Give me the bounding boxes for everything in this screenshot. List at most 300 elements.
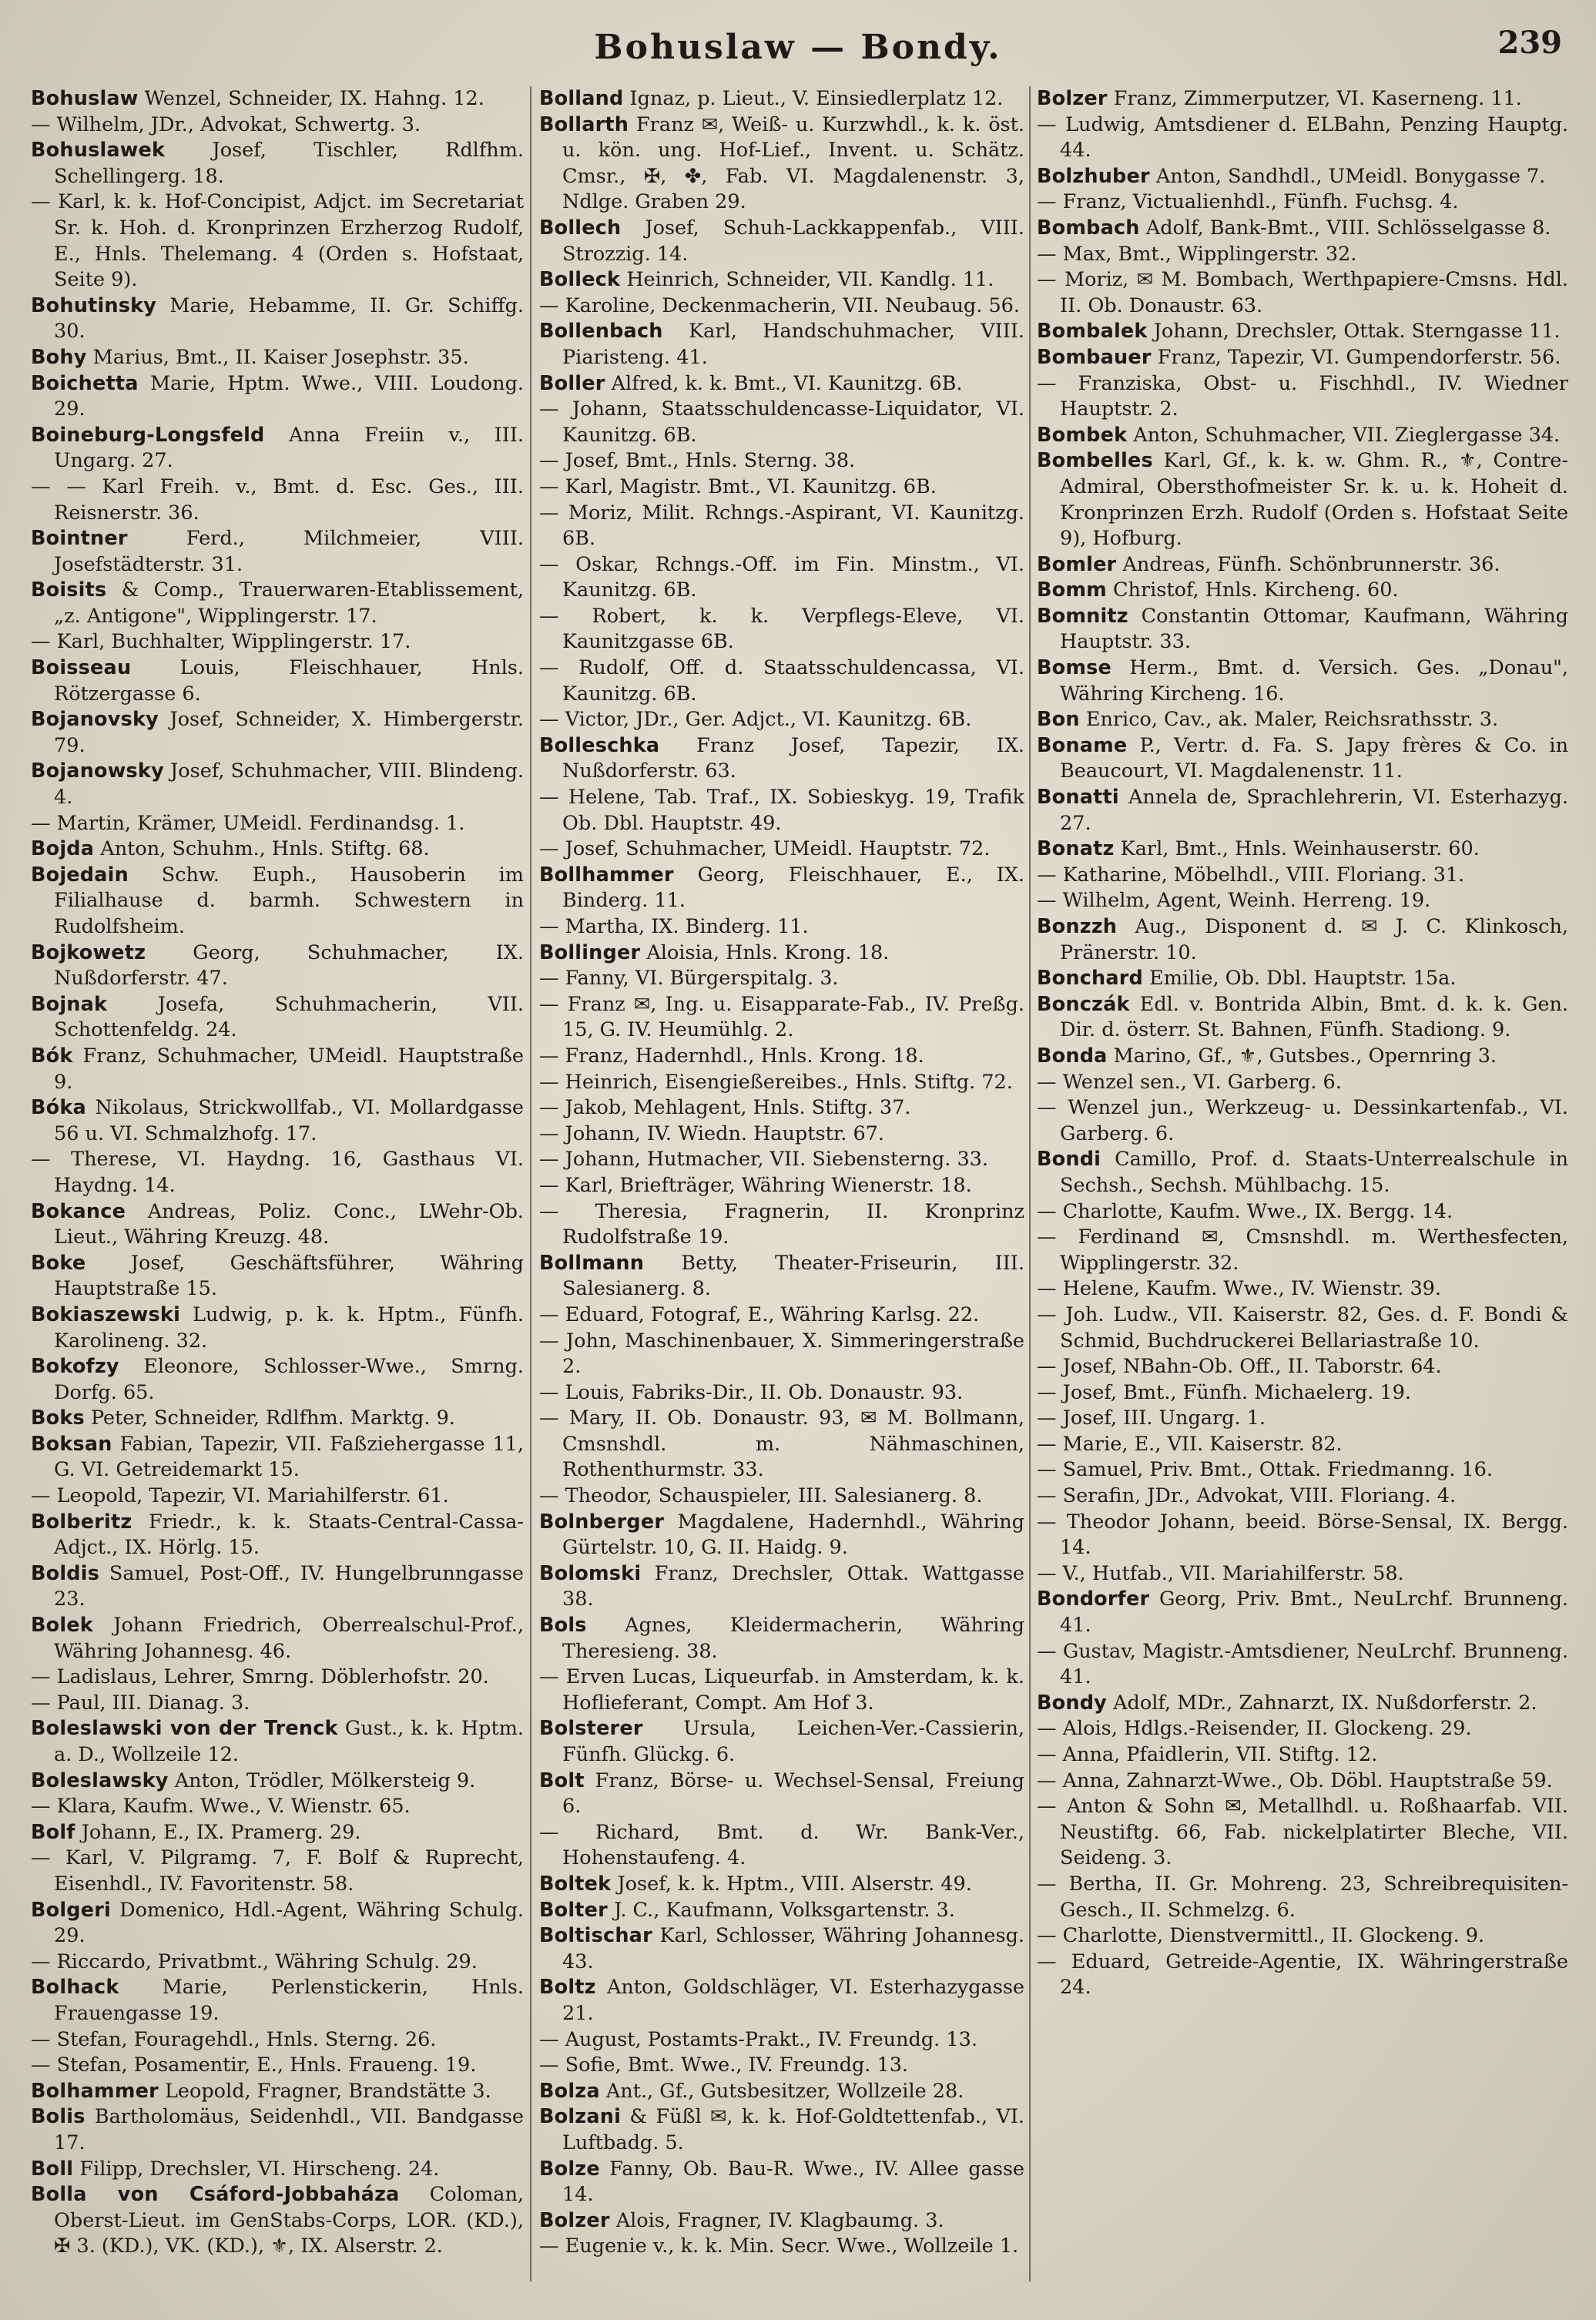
directory-entry xyxy=(539,1095,1024,1121)
entry-details: — Max, Bmt., Wipplingerstr. 32. xyxy=(1037,242,1357,266)
entry-details: — Franz, Victualienhdl., Fünfh. Fuchsg. 4. xyxy=(1037,190,1459,214)
entry-details: Josef, Schuh-Lackkappenfab., VIII. Strozzig. 14. xyxy=(562,216,1024,266)
directory-entry xyxy=(539,1872,1024,1898)
directory-entry xyxy=(1037,785,1568,836)
directory-entry xyxy=(539,1898,1024,1924)
entry-details: Ferd., Milchmeier, VIII. Josefstädterstr. 31. xyxy=(54,527,524,576)
entry-surname: Bolzhuber xyxy=(1037,164,1150,188)
entry-surname: Bolleschka xyxy=(539,733,660,757)
entry-details: — Jakob, Mehlagent, Hnls. Stiftg. 37. xyxy=(539,1096,911,1120)
entry-details: — Katharine, Möbelhdl., VIII. Floriang. 31. xyxy=(1037,863,1465,887)
entry-details: — Wenzel sen., VI. Garberg. 6. xyxy=(1037,1070,1342,1094)
directory-entry xyxy=(31,707,524,759)
directory-entry xyxy=(1037,914,1568,966)
directory-entry xyxy=(1037,164,1568,190)
entry-surname: Boks xyxy=(31,1406,85,1430)
directory-entry xyxy=(31,2182,524,2260)
directory-entry xyxy=(539,474,1024,501)
directory-entry xyxy=(1037,1225,1568,1276)
entry-details: — Paul, III. Dianag. 3. xyxy=(31,1691,250,1715)
directory-entry xyxy=(31,1044,524,1095)
page-header xyxy=(0,22,1596,75)
directory-entry xyxy=(1037,1095,1568,1147)
entry-details: Anton, Schuhm., Hnls. Stiftg. 68. xyxy=(94,837,430,861)
entry-details: Edl. v. Bontrida Albin, Bmt. d. k. k. Gen. Dir. d. österr. St. Bahnen, Fünfh. Stadiong. 9. xyxy=(1060,992,1568,1042)
directory-entry xyxy=(31,863,524,940)
directory-entry xyxy=(31,992,524,1044)
directory-entry xyxy=(31,112,524,139)
entry-details: — Theodor Johann, beeid. Börse-Sensal, IX. Bergg. 14. xyxy=(1037,1510,1568,1560)
directory-entry xyxy=(1037,1354,1568,1380)
entry-surname: Bojda xyxy=(31,837,95,861)
entry-surname: Bollech xyxy=(539,216,622,240)
entry-details: — Theresia, Fragnerin, II. Kronprinz Rudolfstraße 19. xyxy=(539,1199,1024,1249)
entry-surname: Boke xyxy=(31,1251,86,1275)
directory-entry xyxy=(31,526,524,578)
column-3 xyxy=(1037,86,1568,2305)
directory-entry xyxy=(31,629,524,655)
entry-details: Enrico, Cav., ak. Maler, Reichsrathsstr. 3. xyxy=(1079,708,1499,732)
directory-entry xyxy=(31,1768,524,1795)
entry-details: — Stefan, Posamentir, E., Hnls. Fraueng. 19. xyxy=(31,2053,477,2077)
entry-details: — Josef, Bmt., Hnls. Sterng. 38. xyxy=(539,449,856,473)
directory-entry xyxy=(1037,836,1568,863)
entry-details: Karl, Handschuhmacher, VIII. Piaristeng. 41. xyxy=(562,320,1024,369)
entry-details: Aloisia, Hnls. Krong. 18. xyxy=(640,940,890,964)
directory-entry xyxy=(1037,707,1568,733)
entry-details: Heinrich, Schneider, VII. Kandlg. 11. xyxy=(620,268,994,292)
entry-details: Friedr., k. k. Staats-Central-Cassa-Adjct., IX. Hörlg. 15. xyxy=(54,1510,524,1560)
directory-entry xyxy=(1037,1484,1568,1510)
directory-entry xyxy=(31,138,524,189)
directory-entry xyxy=(539,1173,1024,1199)
entry-surname: Bondi xyxy=(1037,1148,1101,1172)
directory-entry xyxy=(31,1510,524,1561)
entry-surname: Bonczák xyxy=(1037,992,1130,1016)
entry-details: J. C., Kaufmann, Volksgartenstr. 3. xyxy=(607,1898,955,1922)
entry-surname: Bolland xyxy=(539,87,624,110)
entry-surname: Bombach xyxy=(1037,216,1140,240)
entry-details: Ludwig, p. k. k. Hptm., Fünfh. Karolineng. 32. xyxy=(54,1302,524,1353)
directory-entry xyxy=(1037,1872,1568,1923)
directory-entry xyxy=(31,1354,524,1406)
directory-entry xyxy=(31,1302,524,1354)
directory-entry xyxy=(1037,966,1568,992)
entry-surname: Bolt xyxy=(539,1768,585,1792)
directory-entry xyxy=(31,86,524,112)
entry-details: — Richard, Bmt. d. Wr. Bank-Ver., Hohenstaufeng. 4. xyxy=(539,1820,1024,1870)
entry-surname: Bolzer xyxy=(539,2208,610,2232)
entry-details: Franz, Zimmerputzer, VI. Kaserneng. 11. xyxy=(1107,87,1522,110)
entry-surname: Bonda xyxy=(1037,1044,1108,1068)
column-2 xyxy=(539,86,1024,2305)
directory-entry xyxy=(539,1329,1024,1380)
entry-details: Alfred, k. k. Bmt., VI. Kaunitzg. 6B. xyxy=(605,371,963,395)
directory-entry xyxy=(31,759,524,810)
entry-details: — Anna, Pfaidlerin, VII. Stiftg. 12. xyxy=(1037,1743,1378,1766)
directory-entry xyxy=(31,1898,524,1950)
directory-entry xyxy=(539,1768,1024,1820)
directory-entry xyxy=(31,2157,524,2183)
entry-details: — Franz ✉, Ing. u. Eisapparate-Fab., IV. Preßg. 15, G. IV. Heumühlg. 2. xyxy=(539,992,1024,1042)
entry-details: — Riccardo, Privatbmt., Währing Schulg. 29. xyxy=(31,1950,478,1973)
entry-surname: Bolgeri xyxy=(31,1898,111,1922)
entry-surname: Bolberitz xyxy=(31,1510,132,1534)
entry-details: Ant., Gf., Gutsbesitzer, Wollzeile 28. xyxy=(599,2079,964,2103)
directory-entry xyxy=(539,1199,1024,1251)
entry-details: Marie, Hptm. Wwe., VIII. Loudong. 29. xyxy=(54,371,524,421)
entry-details: — Anna, Zahnarzt-Wwe., Ob. Döbl. Hauptstraße 59. xyxy=(1037,1768,1553,1792)
entry-details: — Heinrich, Eisengießereibes., Hnls. Stiftg. 72. xyxy=(539,1070,1013,1094)
entry-details: — Alois, Hdlgs.-Reisender, II. Glockeng. 29. xyxy=(1037,1717,1472,1741)
entry-details: — Karoline, Deckenmacherin, VII. Neubaug. 56. xyxy=(539,293,1021,317)
directory-entry xyxy=(539,1044,1024,1070)
directory-entry xyxy=(31,474,524,526)
entry-details: — John, Maschinenbauer, X. Simmeringerstraße 2. xyxy=(539,1329,1024,1379)
entry-details: — Eduard, Fotograf, E., Währing Karlsg. 22. xyxy=(539,1302,980,1326)
entry-details: Marius, Bmt., II. Kaiser Josephstr. 35. xyxy=(86,345,469,369)
directory-entry xyxy=(539,397,1024,448)
directory-entry xyxy=(1037,1276,1568,1302)
directory-entry xyxy=(1037,1768,1568,1795)
directory-entry xyxy=(539,914,1024,940)
directory-entry xyxy=(1037,1457,1568,1484)
directory-entry xyxy=(31,1406,524,1432)
entry-surname: Bojedain xyxy=(31,863,129,887)
directory-entry xyxy=(539,293,1024,320)
entry-surname: Bóka xyxy=(31,1096,86,1120)
entry-details: Anton, Schuhmacher, VII. Zieglergasse 34. xyxy=(1127,423,1561,447)
directory-entry xyxy=(1037,1923,1568,1950)
directory-entry xyxy=(539,1070,1024,1096)
entry-details: Domenico, Hdl.-Agent, Währing Schulg. 29. xyxy=(54,1898,524,1948)
directory-entry xyxy=(539,1510,1024,1561)
directory-entry xyxy=(539,1561,1024,1613)
directory-entry xyxy=(31,1794,524,1820)
entry-details: Karl, Schlosser, Währing Johannesg. 43. xyxy=(562,1924,1024,1973)
entry-details: Herm., Bmt. d. Versich. Ges. „Donau", Währing Kircheng. 16. xyxy=(1060,656,1568,706)
entry-surname: Bolleck xyxy=(539,268,621,292)
directory-entry xyxy=(539,448,1024,474)
entry-details: — Charlotte, Kaufm. Wwe., IX. Bergg. 14. xyxy=(1037,1199,1454,1223)
entry-details: — Therese, VI. Haydng. 16, Gasthaus VI. Haydng. 14. xyxy=(31,1148,524,1197)
entry-surname: Bolsterer xyxy=(539,1717,643,1741)
entry-details: Josefa, Schuhmacherin, VII. Schottenfeldg. 24. xyxy=(54,992,524,1042)
entry-details: Marino, Gf., ⚜, Gutsbes., Opernring 3. xyxy=(1107,1044,1497,1068)
directory-entry xyxy=(31,940,524,992)
directory-entry xyxy=(539,1121,1024,1148)
entry-surname: Boleslawski von der Trenck xyxy=(31,1717,338,1741)
directory-entry xyxy=(1037,992,1568,1044)
directory-entry xyxy=(539,2234,1024,2260)
directory-entry xyxy=(1037,1742,1568,1768)
entry-details: P., Vertr. d. Fa. S. Japy frères & Co. in Beaucourt, VI. Magdalenenstr. 11. xyxy=(1060,733,1568,783)
directory-entry xyxy=(1037,345,1568,371)
entry-details: Annela de, Sprachlehrerin, VI. Esterhazyg. 27. xyxy=(1060,786,1568,835)
entry-details: Franz, Börse- u. Wechsel-Sensal, Freiung 6. xyxy=(562,1768,1024,1819)
entry-details: Marie, Hebamme, II. Gr. Schiffg. 30. xyxy=(54,293,524,344)
directory-entry xyxy=(1037,1691,1568,1717)
entry-details: Johann Friedrich, Oberrealschul-Prof., Währing Johannesg. 46. xyxy=(54,1614,524,1663)
entry-surname: Bolzer xyxy=(1037,87,1108,110)
entry-surname: Bokiaszewski xyxy=(31,1302,181,1326)
entry-details: — Ferdinand ✉, Cmsnshdl. m. Werthesfecten, Wipplingerstr. 32. xyxy=(1037,1225,1568,1275)
directory-entry xyxy=(539,1251,1024,1302)
entry-details: — Martin, Krämer, UMeidl. Ferdinandsg. 1. xyxy=(31,811,465,835)
entry-surname: Bonatti xyxy=(1037,786,1119,810)
entry-details: Georg, Fleischhauer, E., IX. Binderg. 11. xyxy=(562,863,1024,913)
directory-entry xyxy=(31,371,524,423)
entry-surname: Bonatz xyxy=(1037,837,1115,861)
entry-details: — Josef, III. Ungarg. 1. xyxy=(1037,1406,1266,1430)
directory-entry xyxy=(539,1380,1024,1406)
directory-entry xyxy=(31,1691,524,1717)
directory-entry xyxy=(1037,604,1568,655)
entry-details: Anton, Goldschläger, VI. Esterhazygasse 21. xyxy=(562,1976,1024,2025)
entry-details: Josef, Tischler, Rdlfhm. Schellingerg. 18. xyxy=(54,139,524,188)
column-divider xyxy=(530,86,531,2281)
column-divider xyxy=(1029,86,1031,2281)
entry-details: Coloman, Oberst-Lieut. im GenStabs-Corps, LOR. (KD.), ✠ 3. (KD.), VK. (KD.), ⚜, IX. Alserstr. 2. xyxy=(54,2183,524,2258)
entry-details: Josef, Schneider, X. Himbergerstr. 79. xyxy=(54,708,524,757)
entry-details: — Charlotte, Dienstvermittl., II. Glockeng. 9. xyxy=(1037,1924,1485,1948)
entry-details: Samuel, Post-Off., IV. Hungelbrunngasse 23. xyxy=(54,1561,524,1611)
directory-entry xyxy=(1037,1587,1568,1638)
directory-entry xyxy=(1037,1406,1568,1432)
directory-entry xyxy=(1037,888,1568,914)
directory-entry xyxy=(539,371,1024,397)
entry-details: Camillo, Prof. d. Staats-Unterrealschule in Sechsh., Sechsh. Mühlbachg. 15. xyxy=(1060,1148,1568,1197)
entry-surname: Bollinger xyxy=(539,940,641,964)
entry-surname: Bohutinsky xyxy=(31,293,157,317)
directory-entry xyxy=(539,1613,1024,1665)
entry-details: — Oskar, Rchngs.-Off. im Fin. Minstm., VI. Kaunitzg. 6B. xyxy=(539,552,1024,602)
directory-entry xyxy=(1037,1510,1568,1561)
entry-details: Franz, Drechsler, Ottak. Wattgasse 38. xyxy=(562,1561,1024,1611)
entry-details: Emilie, Ob. Dbl. Hauptstr. 15a. xyxy=(1143,967,1457,991)
entry-details: Karl, Gf., k. k. w. Ghm. R., ⚜, Contre-Admiral, Obersthofmeister Sr. k. u. k. Hoheit d. Kronprinzen Erzh. Rudolf (Orden s. Hofstaat Seite 9), Hofburg. xyxy=(1060,449,1568,551)
directory-entry xyxy=(539,604,1024,655)
directory-entry xyxy=(539,1975,1024,2027)
directory-entry xyxy=(539,863,1024,914)
entry-surname: Bombalek xyxy=(1037,320,1148,344)
entry-details: Johann, Drechsler, Ottak. Sterngasse 11. xyxy=(1147,320,1561,344)
entry-details: — Louis, Fabriks-Dir., II. Ob. Donaustr. 93. xyxy=(539,1380,964,1404)
entry-surname: Boleslawsky xyxy=(31,1768,169,1792)
directory-entry xyxy=(1037,1044,1568,1070)
entry-surname: Bolhammer xyxy=(31,2079,159,2103)
entry-details: Constantin Ottomar, Kaufmann, Währing Hauptstr. 33. xyxy=(1060,604,1568,654)
directory-entry xyxy=(1037,1147,1568,1199)
entry-surname: Bondy xyxy=(1037,1691,1107,1715)
entry-details: — Stefan, Fouragehdl., Hnls. Sterng. 26. xyxy=(31,2027,437,2051)
entry-details: Anton, Trödler, Mölkersteig 9. xyxy=(168,1768,476,1792)
directory-entry xyxy=(31,1975,524,2027)
directory-entry xyxy=(31,2104,524,2156)
entry-surname: Boller xyxy=(539,371,605,395)
directory-entry xyxy=(539,2027,1024,2053)
directory-entry xyxy=(1037,242,1568,268)
entry-details: — Eduard, Getreide-Agentie, IX. Währingerstraße 24. xyxy=(1037,1950,1568,2000)
entry-surname: Bondorfer xyxy=(1037,1587,1150,1611)
directory-entry xyxy=(31,811,524,837)
entry-surname: Bolla von Csáford-Jobbaháza xyxy=(31,2183,400,2207)
entry-details: — Josef, NBahn-Ob. Off., II. Taborstr. 64. xyxy=(1037,1355,1442,1379)
directory-entry xyxy=(539,1302,1024,1329)
directory-entry xyxy=(31,1613,524,1665)
directory-entry xyxy=(1037,1302,1568,1354)
entry-details: — Gustav, Magistr.-Amtsdiener, NeuLrchf. Brunneng. 41. xyxy=(1037,1639,1568,1689)
entry-details: Andreas, Fünfh. Schönbrunnerstr. 36. xyxy=(1116,552,1500,576)
entry-details: — Josef, Bmt., Fünfh. Michaelerg. 19. xyxy=(1037,1380,1411,1404)
directory-entry xyxy=(31,1432,524,1484)
directory-entry xyxy=(539,1820,1024,1872)
directory-entry xyxy=(31,2053,524,2079)
entry-surname: Bojanowsky xyxy=(31,759,164,783)
entry-details: Agnes, Kleidermacherin, Währing Theresieng. 38. xyxy=(562,1614,1024,1663)
entry-details: — Helene, Tab. Traf., IX. Sobieskyg. 19, Trafik Ob. Dbl. Hauptstr. 49. xyxy=(539,786,1024,835)
entry-details: Adolf, MDr., Zahnarzt, IX. Nußdorferstr. 2. xyxy=(1107,1691,1537,1715)
directory-entry xyxy=(539,501,1024,552)
entry-details: — Moriz, Milit. Rchngs.-Aspirant, VI. Kaunitzg. 6B. xyxy=(539,501,1024,551)
entry-surname: Bolek xyxy=(31,1614,93,1638)
entry-details: Ignaz, p. Lieut., V. Einsiedlerplatz 12. xyxy=(623,87,1004,110)
entry-details: — Ludwig, Amtsdiener d. ELBahn, Penzing Hauptg. 44. xyxy=(1037,112,1568,163)
entry-details: — Franz, Hadernhdl., Hnls. Krong. 18. xyxy=(539,1044,924,1068)
directory-entry xyxy=(1037,578,1568,604)
entry-surname: Bolter xyxy=(539,1898,608,1922)
directory-entry xyxy=(539,992,1024,1044)
entry-details: Karl, Bmt., Hnls. Weinhauserstr. 60. xyxy=(1114,837,1480,861)
entry-surname: Bolzani xyxy=(539,2105,622,2129)
directory-entry xyxy=(31,1147,524,1199)
entry-details: Franz, Schuhmacher, UMeidl. Hauptstraße 9. xyxy=(54,1044,524,1094)
directory-entry xyxy=(539,2157,1024,2208)
directory-entry xyxy=(31,836,524,863)
entry-details: Franz Josef, Tapezir, IX. Nußdorferstr. 63. xyxy=(562,733,1024,783)
entry-details: Schw. Euph., Hausoberin im Filialhause d. barmh. Schwestern in Rudolfsheim. xyxy=(54,863,524,938)
directory-entry xyxy=(539,785,1024,836)
entry-details: Georg, Schuhmacher, IX. Nußdorferstr. 47. xyxy=(54,940,524,991)
entry-details: Magdalene, Hadernhdl., Währing Gürtelstr. 10, G. II. Haidg. 9. xyxy=(562,1510,1024,1560)
entry-surname: Bointner xyxy=(31,527,128,551)
directory-entry xyxy=(1037,423,1568,449)
entry-surname: Bolza xyxy=(539,2079,600,2103)
directory-entry xyxy=(31,293,524,345)
entry-details: Nikolaus, Strickwollfab., VI. Mollardgasse 56 u. VI. Schmalzhofg. 17. xyxy=(54,1096,524,1145)
entry-surname: Bojanovsky xyxy=(31,708,159,732)
entry-details: — Rudolf, Off. d. Staatsschuldencassa, VI. Kaunitzg. 6B. xyxy=(539,656,1024,706)
entry-surname: Bombauer xyxy=(1037,345,1152,369)
directory-entry xyxy=(539,2053,1024,2079)
entry-details: Andreas, Poliz. Conc., LWehr-Ob. Lieut., Währing Kreuzg. 48. xyxy=(54,1199,524,1249)
entry-details: Josef, Schuhmacher, VIII. Blindeng. 4. xyxy=(54,759,524,810)
entry-details: — Anton & Sohn ✉, Metallhdl. u. Roßhaarfab. VII. Neustiftg. 66, Fab. nickelplatirter Bleche, VII. Seideng. 3. xyxy=(1037,1795,1568,1870)
directory-entry xyxy=(539,86,1024,112)
directory-entry xyxy=(1037,86,1568,112)
entry-details: — Wilhelm, Agent, Weinh. Herreng. 19. xyxy=(1037,889,1431,913)
entry-details: Peter, Schneider, Rdlfhm. Marktg. 9. xyxy=(84,1406,455,1430)
entry-details: — Moriz, ✉ M. Bombach, Werthpapiere-Cmsns. Hdl. II. Ob. Donaustr. 63. xyxy=(1037,268,1568,317)
entry-surname: Bollmann xyxy=(539,1251,645,1275)
directory-entry xyxy=(539,2079,1024,2105)
directory-entry xyxy=(1037,1794,1568,1872)
entry-surname: Boksan xyxy=(31,1432,112,1456)
entry-surname: Bolomski xyxy=(539,1561,642,1585)
directory-entry xyxy=(539,267,1024,293)
entry-details: — Theodor, Schauspieler, III. Salesianerg. 8. xyxy=(539,1484,983,1508)
directory-entry xyxy=(1037,1950,1568,2001)
page-title: Bohuslaw — Bondy. xyxy=(594,28,1002,67)
entry-details: — Erven Lucas, Liqueurfab. in Amsterdam, k. k. Hoflieferant, Compt. Am Hof 3. xyxy=(539,1665,1024,1715)
entry-details: — Wilhelm, JDr., Advokat, Schwertg. 3. xyxy=(31,112,421,136)
entry-details: Adolf, Bank-Bmt., VIII. Schlösselgasse 8. xyxy=(1139,216,1551,240)
directory-entry xyxy=(539,216,1024,267)
entry-surname: Bollarth xyxy=(539,112,629,136)
entry-details: Anton, Sandhdl., UMeidl. Bonygasse 7. xyxy=(1149,164,1546,188)
entry-details: Leopold, Fragner, Brandstätte 3. xyxy=(158,2079,491,2103)
entry-surname: Bolze xyxy=(539,2157,600,2181)
directory-entry xyxy=(1037,863,1568,889)
entry-details: Fabian, Tapezir, VII. Faßziehergasse 11, G. VI. Getreidemarkt 15. xyxy=(54,1432,524,1482)
entry-details: Anna Freiin v., III. Ungarg. 27. xyxy=(54,423,524,473)
entry-surname: Bomnitz xyxy=(1037,604,1128,628)
entry-surname: Bolis xyxy=(31,2105,86,2129)
entry-surname: Bojkowetz xyxy=(31,940,146,964)
entry-details: Alois, Fragner, IV. Klagbaumg. 3. xyxy=(609,2208,944,2232)
directory-entry xyxy=(31,345,524,371)
entry-surname: Bon xyxy=(1037,708,1080,732)
directory-entry xyxy=(539,655,1024,707)
directory-entry xyxy=(1037,267,1568,319)
entry-details: — Karl, Magistr. Bmt., VI. Kaunitzg. 6B. xyxy=(539,474,937,498)
entry-details: Marie, Perlenstickerin, Hnls. Frauengasse 19. xyxy=(54,1976,524,2025)
entry-details: — Mary, II. Ob. Donaustr. 93, ✉ M. Bollmann, Cmsnshdl. m. Nähmaschinen, Rothenthurmstr. 33. xyxy=(539,1406,1024,1482)
entry-details: — Karl, Buchhalter, Wipplingerstr. 17. xyxy=(31,630,411,654)
directory-entry xyxy=(1037,371,1568,423)
directory-entry xyxy=(1037,1199,1568,1225)
directory-entry xyxy=(31,1199,524,1251)
directory-entry xyxy=(31,1820,524,1846)
directory-entry xyxy=(31,1251,524,1302)
directory-entry xyxy=(31,655,524,707)
directory-entry xyxy=(539,707,1024,733)
directory-entry xyxy=(539,2104,1024,2156)
entry-details: — Samuel, Priv. Bmt., Ottak. Friedmanng. 16. xyxy=(1037,1458,1493,1482)
entry-details: — Johann, IV. Wiedn. Hauptstr. 67. xyxy=(539,1121,884,1145)
entry-details: Aug., Disponent d. ✉ J. C. Klinkosch, Pränerstr. 10. xyxy=(1060,915,1568,964)
entry-details: Johann, E., IX. Pramerg. 29. xyxy=(75,1820,361,1844)
directory-entry xyxy=(539,1923,1024,1975)
directory-entry xyxy=(1037,1432,1568,1458)
directory-entry xyxy=(539,1716,1024,1768)
entry-details: Eleonore, Schlosser-Wwe., Smrng. Dorfg. 65. xyxy=(54,1355,524,1404)
entry-details: & Comp., Trauerwaren-Etablissement, „z. Antigone", Wipplingerstr. 17. xyxy=(54,578,524,628)
entry-details: Josef, Geschäftsführer, Währing Hauptstraße 15. xyxy=(54,1251,524,1301)
directory-entry xyxy=(1037,1639,1568,1691)
entry-details: Louis, Fleischhauer, Hnls. Rötzergasse 6. xyxy=(54,656,524,706)
entry-surname: Boltz xyxy=(539,1976,596,2000)
entry-details: — V., Hutfab., VII. Mariahilferstr. 58. xyxy=(1037,1561,1404,1585)
directory-entry xyxy=(31,578,524,629)
entry-details: — Ladislaus, Lehrer, Smrng. Döblerhofstr. 20. xyxy=(31,1665,489,1689)
entry-details: — Victor, JDr., Ger. Adjct., VI. Kaunitzg. 6B. xyxy=(539,708,972,732)
entry-details: — Franziska, Obst- u. Fischhdl., IV. Wiedner Hauptstr. 2. xyxy=(1037,371,1568,421)
entry-details: — Helene, Kaufm. Wwe., IV. Wienstr. 39. xyxy=(1037,1277,1442,1301)
entry-surname: Bohuslawek xyxy=(31,139,166,163)
entry-surname: Boltek xyxy=(539,1872,612,1896)
directory-entry xyxy=(1037,552,1568,578)
